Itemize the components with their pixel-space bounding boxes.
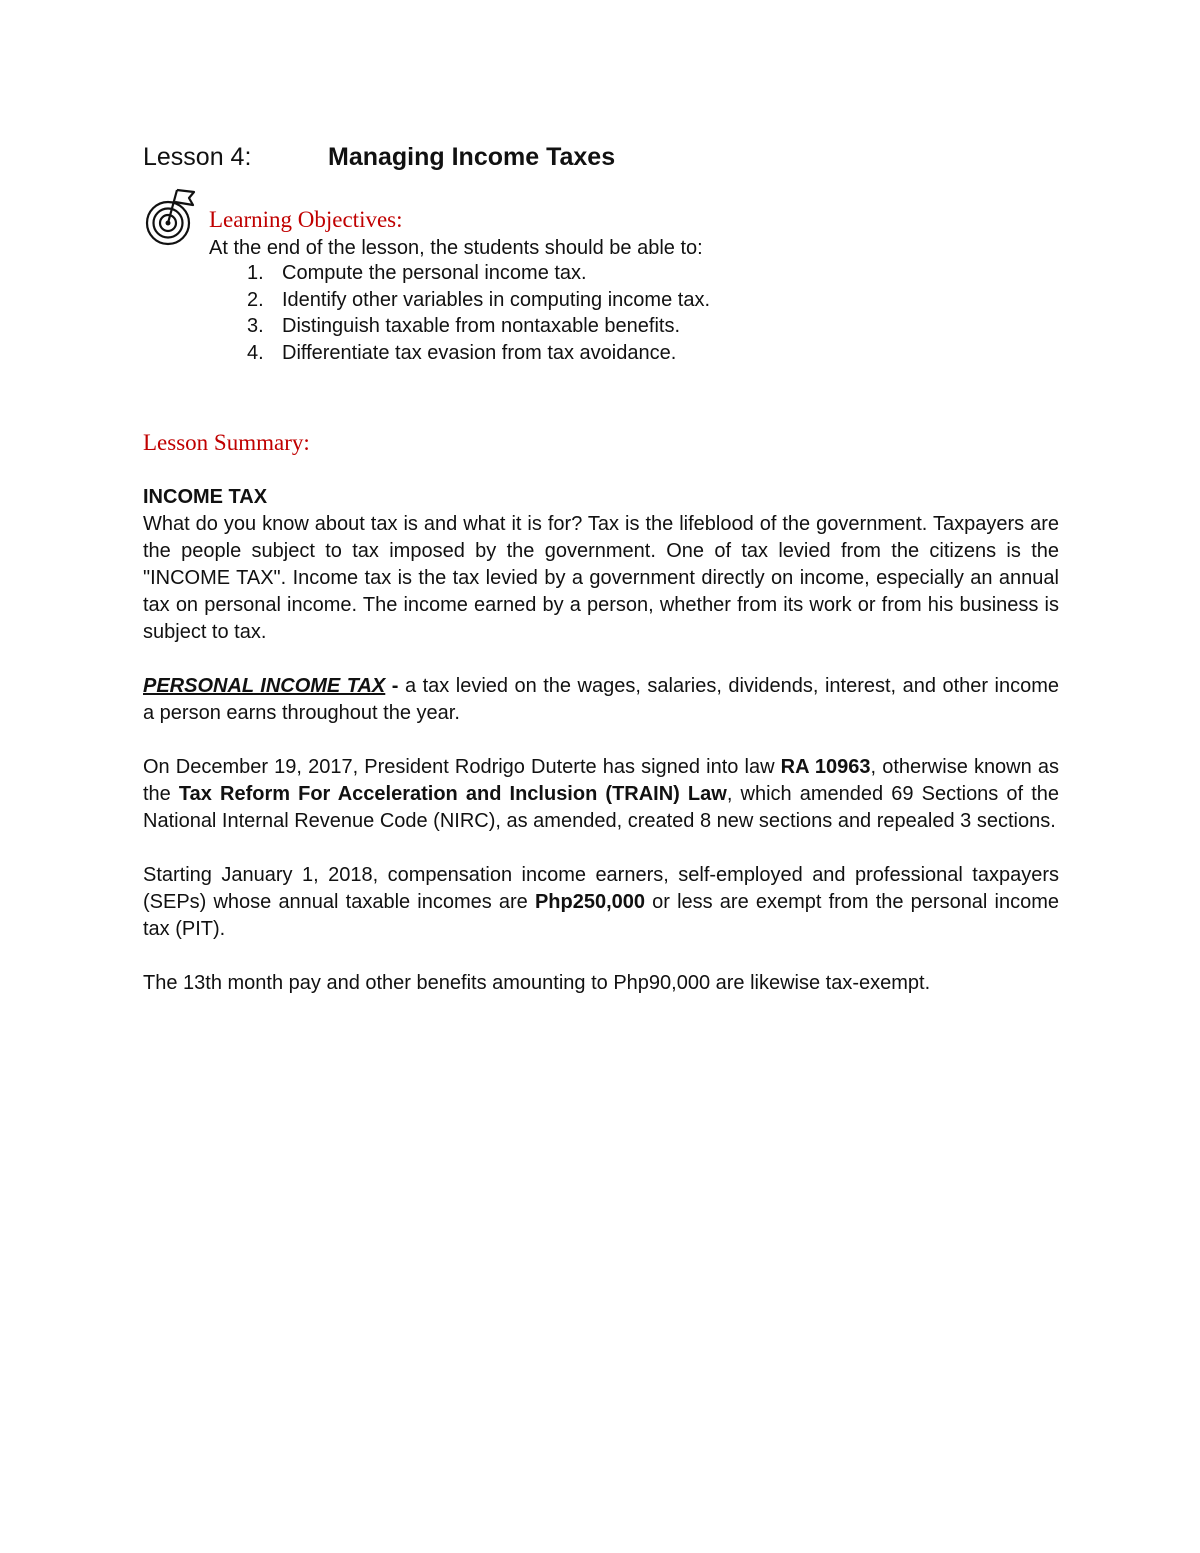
summary-heading: Lesson Summary: (143, 430, 310, 455)
income-tax-paragraph: What do you know about tax is and what it is for? Tax is the lifeblood of the government. Taxpayers are the people subject to tax imposed by the government. One of tax levied from the citizens is the "INCOME TAX". Income tax is the tax levied by a government directly on income, especially an annual tax on personal income. The income earned by a person, whether from its work or from his business is subject to tax. (143, 513, 1059, 643)
train-law-paragraph: On December 19, 2017, President Rodrigo Duterte has signed into law RA 10963, otherwise known as the Tax Reform For Acceleration and Inclusion (TRAIN) Law, which amended 69 Sections of the National Internal Revenue Code (NIRC), as amended, created 8 new sections and repealed 3 sections. (143, 756, 1060, 832)
thirteenth-month-paragraph: The 13th month pay and other benefits amounting to Php90,000 are likewise tax-exempt. (143, 972, 931, 994)
pit-definition: a tax levied on the wages, salaries, dividends, interest, and other income a person earns throughout the year. (143, 675, 1060, 724)
objectives-heading: Learning Objectives: (209, 207, 403, 232)
lesson-number: Lesson 4: (143, 143, 252, 171)
objectives-list (209, 260, 1109, 366)
exempt-amount: Php250,000 (534, 891, 646, 913)
objective-item: 3. Distinguish taxable from nontaxable benefits. (247, 315, 681, 337)
pit-term: PERSONAL INCOME TAX (143, 675, 386, 697)
lesson-title: Managing Income Taxes (328, 143, 616, 171)
exemption-paragraph: Starting January 1, 2018, compensation income earners, self-employed and professional taxpayers (SEPs) whose annual taxable incomes are Php250,000 or less are exempt from the personal income tax (PIT). (143, 864, 1059, 940)
objective-item: 4. Differentiate tax evasion from tax avoidance. (247, 341, 677, 364)
lesson-summary (143, 430, 1059, 997)
lesson-header (143, 142, 615, 172)
target-with-flag-icon (144, 185, 202, 247)
personal-income-tax-paragraph: PERSONAL INCOME TAX - a tax levied on the wages, salaries, dividends, interest, and other income a person earns throughout the year. (143, 675, 1060, 724)
ra-number: RA 10963 (780, 756, 871, 778)
learning-objectives (209, 207, 1109, 366)
train-law-name: Tax Reform For Acceleration and Inclusion (TRAIN) Law (178, 783, 727, 805)
income-tax-heading: INCOME TAX (143, 486, 268, 508)
objective-item: 1. Compute the personal income tax. (247, 262, 587, 284)
objective-item: 2. Identify other variables in computing income tax. (247, 288, 710, 311)
objectives-intro: At the end of the lesson, the students should be able to: (209, 237, 703, 259)
